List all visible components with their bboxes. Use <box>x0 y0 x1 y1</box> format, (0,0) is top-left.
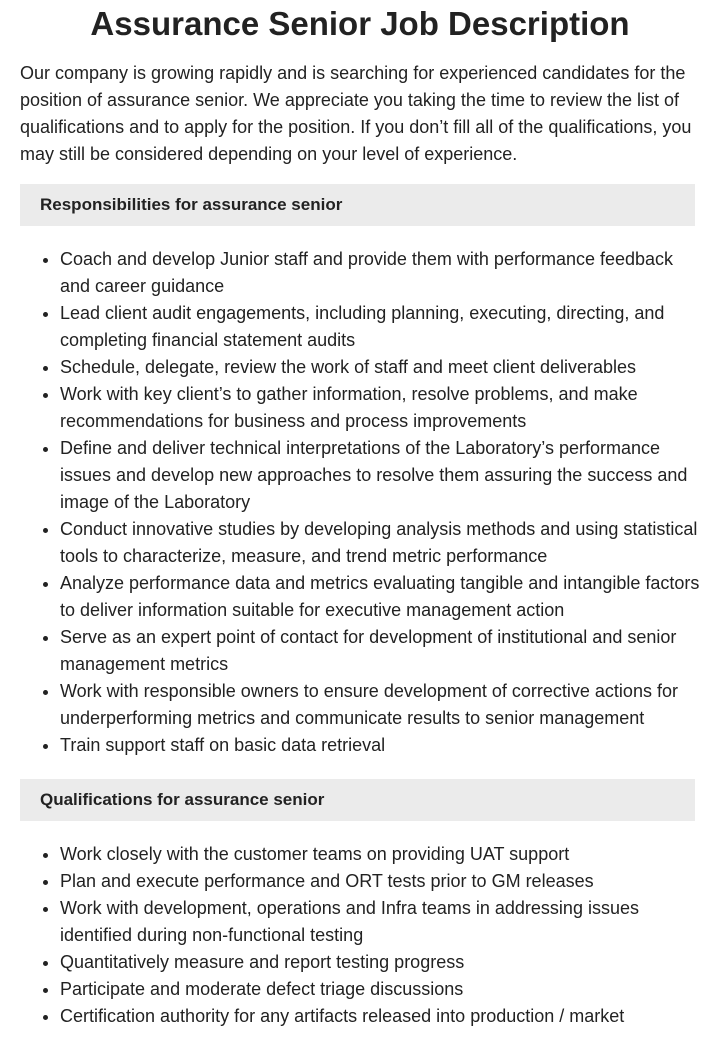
list-item: • Analyze performance data and metrics evaluating tangible and intangible factors to deliver information suitable for executive management action <box>60 570 700 624</box>
list-item: • Train support staff on basic data retrieval <box>60 732 700 759</box>
intro-paragraph: Our company is growing rapidly and is searching for experienced candidates for the position of assurance senior. We appreciate you taking the time to review the list of qualifications and to apply for the position. If you don’t fill all of the qualifications, you may still be considered depending on your level of experience. <box>20 63 692 164</box>
list-item: • Conduct innovative studies by developing analysis methods and using statistical tools to characterize, measure, and trend metric performance <box>60 516 700 570</box>
list-item: • Serve as an expert point of contact for development of institutional and senior management metrics <box>60 624 700 678</box>
list-item: • Schedule, delegate, review the work of staff and meet client deliverables <box>60 354 700 381</box>
list-item: • Work with development, operations and Infra teams in addressing issues identified during non-functional testing <box>60 895 700 949</box>
page-title: Assurance Senior Job Description <box>90 5 630 42</box>
list-item: • Work with key client’s to gather information, resolve problems, and make recommendations for business and process improvements <box>60 381 700 435</box>
list-item: • Plan and execute performance and ORT tests prior to GM releases <box>60 868 700 895</box>
list-item: • Lead client audit engagements, including planning, executing, directing, and completing financial statement audits <box>60 300 700 354</box>
list-item: • Define and deliver technical interpretations of the Laboratory’s performance issues and develop new approaches to resolve them assuring the success and image of the Laboratory <box>60 435 700 516</box>
list-item: • Quantitatively measure and report testing progress <box>60 949 700 976</box>
responsibilities-list <box>20 246 700 759</box>
responsibilities-heading: Responsibilities for assurance senior <box>20 184 695 226</box>
list-item: • Work closely with the customer teams on providing UAT support <box>60 841 700 868</box>
list-item: • Certification authority for any artifacts released into production / market <box>60 1003 700 1030</box>
list-item: • Work with responsible owners to ensure development of corrective actions for underperforming metrics and communicate results to senior management <box>60 678 700 732</box>
qualifications-heading: Qualifications for assurance senior <box>20 779 695 821</box>
list-item: • Coach and develop Junior staff and provide them with performance feedback and career guidance <box>60 246 700 300</box>
list-item: • Participate and moderate defect triage discussions <box>60 976 700 1003</box>
qualifications-list <box>20 841 700 1030</box>
